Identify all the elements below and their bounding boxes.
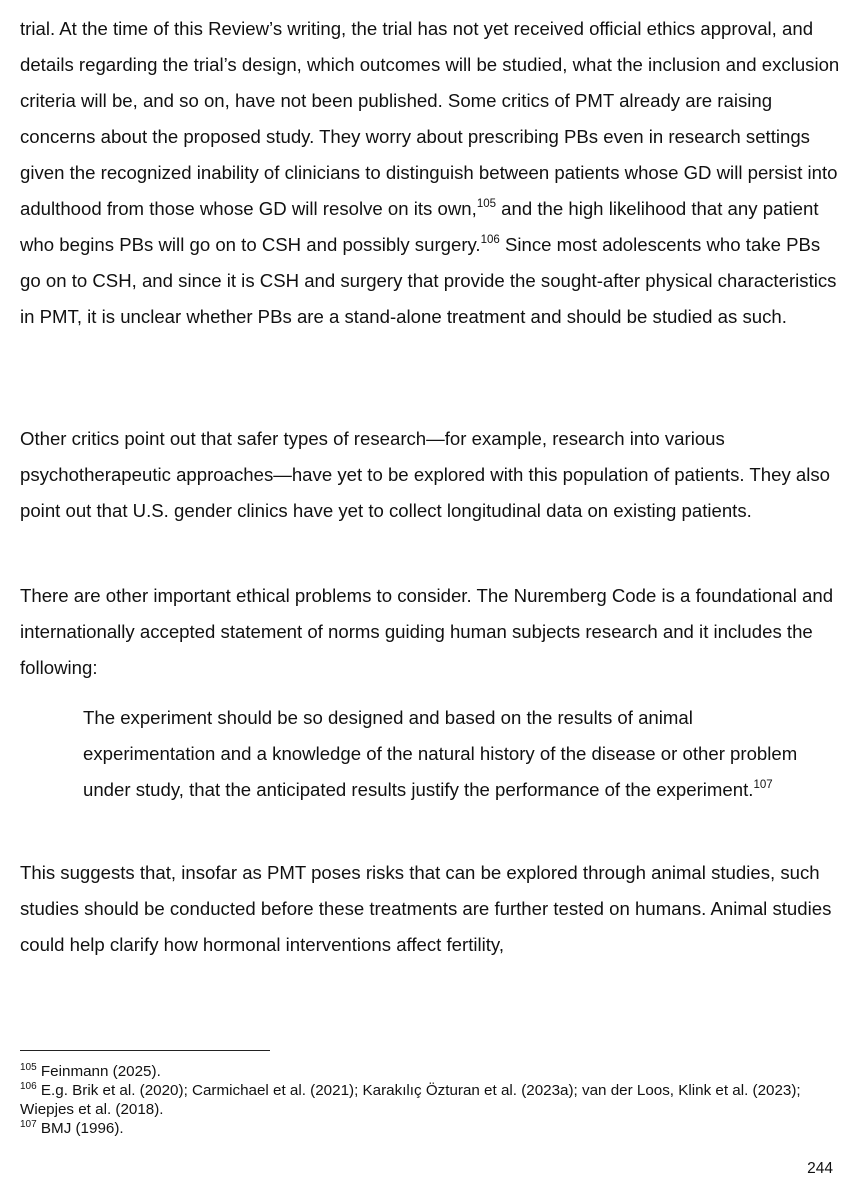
footnote-reference-107: 107 xyxy=(753,778,773,791)
footnote-number: 107 xyxy=(20,1118,37,1130)
footnote-text: E.g. Brik et al. (2020); Carmichael et al. (2021); Karakılıç Özturan et al. (2023a); van der Loos, Klink et al. (2023); Wiepjes et al. (2018). xyxy=(20,1082,801,1118)
footnote-reference-106: 106 xyxy=(480,233,500,246)
paragraph-text: and the high likelihood that any patient who begins PBs will go on to CSH and possibly surgery. xyxy=(20,198,819,255)
paragraph-text: trial. At the time of this Review’s writing, the trial has not yet received official ethics approval, and details regarding the trial’s design, which outcomes will be studied, what the inclusion and exclusion criteria will be, and so on, have not been published. Some critics of PMT already are raising concerns about the proposed study. They worry about prescribing PBs even in research settings given the recognized inability of clinicians to distinguish between patients whose GD will persist into adulthood from those whose GD will resolve on its own, xyxy=(20,18,840,219)
footnote-number: 105 xyxy=(20,1061,37,1073)
paragraph-animal-studies: This suggests that, insofar as PMT poses risks that can be explored through animal studies, such studies should be conducted before these treatments are further tested on humans. Animal studies could help clarify how hormonal interventions affect fertility, xyxy=(20,862,832,955)
footnote-107 xyxy=(20,1119,842,1138)
paragraph-nuremberg-code: There are other important ethical problems to consider. The Nuremberg Code is a foundational and internationally accepted statement of norms guiding human subjects research and it includes the following: xyxy=(20,585,834,678)
footnote-text: Feinmann (2025). xyxy=(36,1063,161,1080)
block-quote xyxy=(83,700,823,808)
paragraph-other-critics: Other critics point out that safer types of research—for example, research into various psychotherapeutic approaches—have yet to be explored with this population of patients. They also point out that U.S. gender clinics have yet to collect longitudinal data on existing patients. xyxy=(20,428,831,521)
footnotes-section xyxy=(20,1062,842,1138)
paragraph-trial-concerns xyxy=(20,11,846,335)
footnote-divider xyxy=(20,1050,270,1051)
page-number: 244 xyxy=(807,1160,833,1177)
footnote-reference-105: 105 xyxy=(476,197,496,210)
paragraph-text: Since most adolescents who take PBs go on to CSH, and since it is CSH and surgery that provide the sought-after physical characteristics in PMT, it is unclear whether PBs are a stand-alone treatment and should be studied as such. xyxy=(20,234,837,327)
footnote-number: 106 xyxy=(20,1080,37,1092)
footnote-text: BMJ (1996). xyxy=(36,1120,124,1137)
footnote-106 xyxy=(20,1081,842,1119)
footnote-105 xyxy=(20,1062,842,1081)
quote-text: The experiment should be so designed and based on the results of animal experimentation and a knowledge of the natural history of the disease or other problem under study, that the anticipated results justify the performance of the experiment. xyxy=(83,707,798,800)
